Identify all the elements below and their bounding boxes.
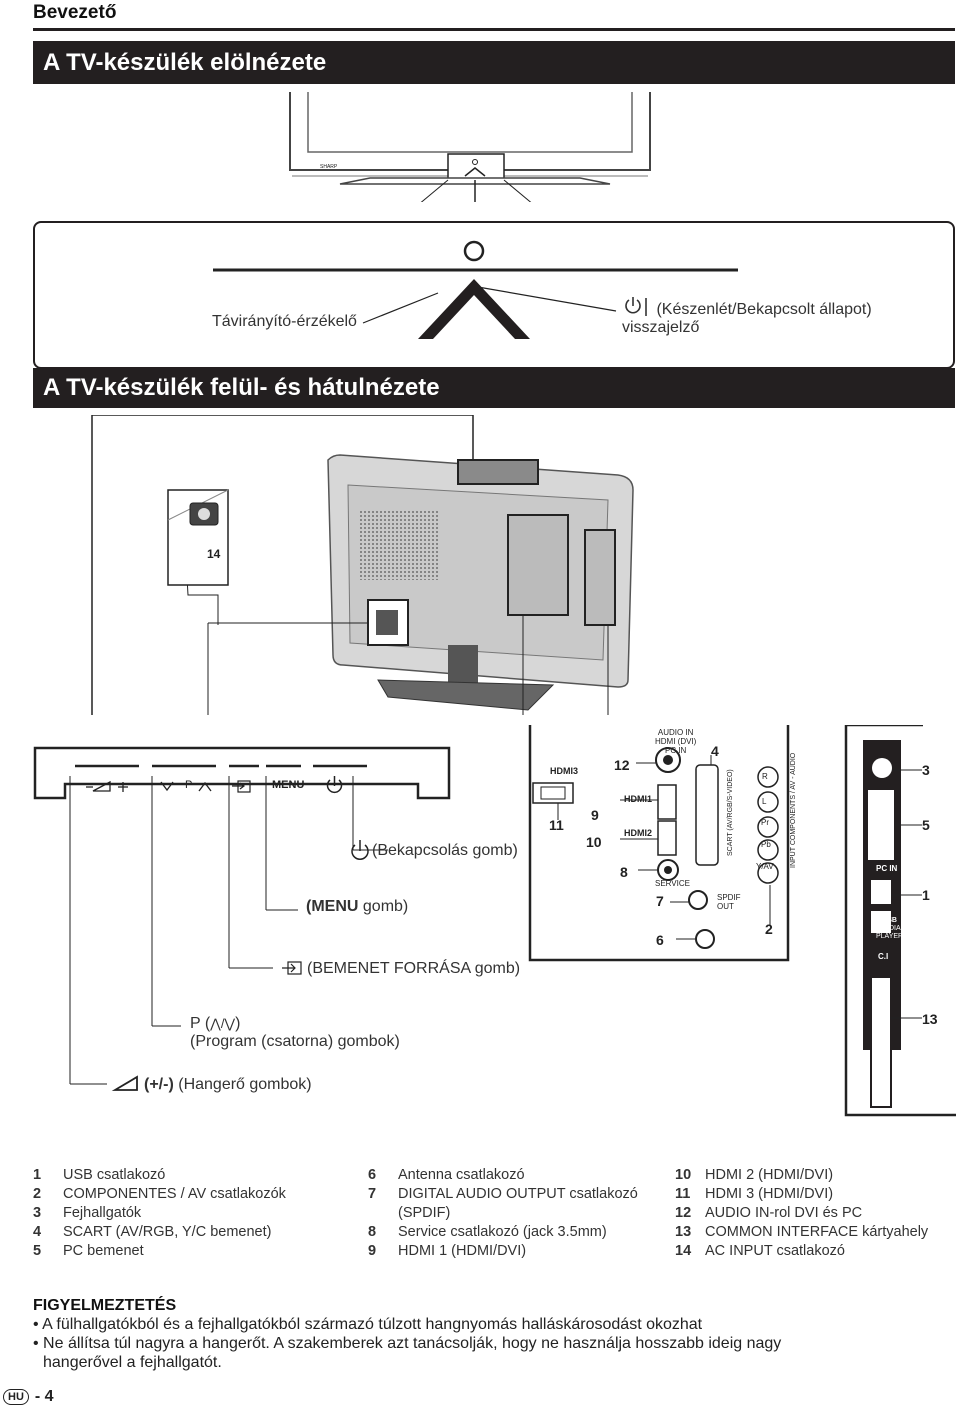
usb-label: USB MEDIA PLAYER — [876, 917, 904, 940]
warning-item-2-cont: hangerővel a fejhallgatót. — [43, 1354, 222, 1371]
legend-item: 5 PC bemenet — [33, 1243, 144, 1259]
standby-indicator-label: (Készenlét/Bekapcsolt állapot) visszajelző — [622, 297, 872, 337]
tv-rear-drawing — [88, 415, 658, 715]
page-number: - 4 — [34, 1388, 54, 1405]
warning-item-1: • A fülhallgatókból és a fejhallgatókból származó túlzott hangnyomás halláskárosodást okozhat — [33, 1316, 703, 1333]
terminal-number-6: 6 — [656, 932, 664, 948]
legend-item: 7 DIGITAL AUDIO OUTPUT csatlakozó — [368, 1186, 638, 1202]
power-icon — [622, 297, 652, 317]
scart-label: SCART (AV/RGB/S-VIDEO) — [727, 769, 734, 856]
terminal-number-9: 9 — [591, 807, 599, 823]
terminal-number-12: 12 — [614, 757, 630, 773]
front-view-title-bar — [33, 41, 955, 84]
page-footer — [3, 1388, 54, 1406]
indicator-chevron — [418, 279, 530, 339]
terminal-number-10: 10 — [586, 834, 602, 850]
terminal-number-2: 2 — [765, 921, 773, 937]
legend-item: 13 COMMON INTERFACE kártyahely — [675, 1224, 929, 1240]
hdmi2-label: HDMI2 — [624, 828, 653, 838]
input-button-label: (BEMENET FORRÁSA gomb) — [307, 960, 521, 977]
legend-item: 12 AUDIO IN-rol DVI és PC — [675, 1205, 863, 1221]
legend-item: 8 Service csatlakozó (jack 3.5mm) — [368, 1224, 607, 1240]
legend-item: 4 SCART (AV/RGB, Y/C bemenet) — [33, 1224, 272, 1240]
rear-view-title: A TV-készülék felül- és hátulnézete — [43, 374, 440, 401]
legend-item: 9 HDMI 1 (HDMI/DVI) — [368, 1243, 527, 1259]
legend-item: 14 AC INPUT csatlakozó — [675, 1243, 845, 1259]
brand-logo: SHARP — [320, 164, 338, 170]
p-key-label: P — [185, 779, 193, 791]
comp-r-label: R — [762, 772, 768, 781]
section-title: Bevezető — [33, 2, 117, 23]
volume-button-label: (+/-) (Hangerő gombok) — [144, 1076, 312, 1093]
legend-item: 11 HDMI 3 (HDMI/DVI) — [675, 1186, 834, 1202]
terminal-number-5: 5 — [922, 817, 930, 833]
power-button-label: (Bekapcsolás gomb) — [372, 842, 518, 859]
remote-sensor-label: Távirányító-érzékelő — [212, 313, 357, 330]
front-view-title: A TV-készülék elölnézete — [43, 48, 327, 76]
legend-item: 2 COMPONENTES / AV csatlakozók — [33, 1186, 286, 1202]
header-rule — [33, 28, 955, 31]
ac-input-inset — [168, 490, 228, 585]
tv-front-drawing — [280, 92, 670, 202]
terminal-number-7: 7 — [656, 893, 664, 909]
warning-list — [33, 1315, 953, 1372]
comp-pr-label: Pr — [761, 818, 769, 827]
legend-item: 3 Fejhallgatók — [33, 1205, 142, 1221]
spdif-label: SPDIF OUT — [717, 893, 741, 911]
terminal-number-13: 13 — [922, 1011, 938, 1027]
ac-input-number: 14 — [207, 547, 221, 561]
comp-pb-label: Pb — [761, 840, 771, 849]
comp-l-label: L — [762, 797, 767, 806]
audio-in-label: AUDIO IN HDMI (DVI) PC IN — [655, 728, 697, 755]
language-badge: HU — [3, 1389, 29, 1405]
remote-sensor-dot — [465, 242, 483, 260]
legend-column-3 — [675, 1166, 958, 1261]
comp-yav-label: Y/AV — [756, 862, 774, 871]
terminal-number-3: 3 — [922, 762, 930, 778]
front-detail-drawing — [33, 221, 955, 369]
legend-item: 10 HDMI 2 (HDMI/DVI) — [675, 1167, 834, 1183]
terminal-number-1: 1 — [922, 887, 930, 903]
terminal-number-11: 11 — [549, 817, 564, 833]
hdmi3-label: HDMI3 — [550, 766, 579, 776]
rear-view-title-bar — [33, 368, 955, 408]
menu-button-label: (MENU gomb) — [306, 898, 409, 915]
pc-in-label: PC IN — [876, 864, 898, 873]
components-label: INPUT COMPONENTS / AV - AUDIO — [790, 752, 797, 868]
terminal-number-4: 4 — [711, 743, 719, 759]
warning-item-2: • Ne állítsa túl nagyra a hangerőt. A szakemberek azt tanácsolják, hogy ne használja hosszabb ideig nagy — [33, 1335, 782, 1352]
legend-column-1 — [33, 1166, 353, 1261]
hdmi1-label: HDMI1 — [624, 794, 653, 804]
warning-title: FIGYELMEZTETÉS — [33, 1297, 177, 1314]
legend-column-2 — [368, 1166, 668, 1261]
ci-label: C.I — [878, 952, 889, 961]
legend-item: 6 Antenna csatlakozó — [368, 1167, 525, 1183]
menu-key-label: MENU — [272, 779, 305, 791]
legend-item: (SPDIF) — [398, 1205, 451, 1221]
terminal-number-8: 8 — [620, 864, 628, 880]
legend-item: 1 USB csatlakozó — [33, 1167, 166, 1183]
program-button-label: P (⋀/⋁) (Program (csatorna) gombok) — [190, 1015, 400, 1050]
service-label: SERVICE — [655, 879, 690, 888]
